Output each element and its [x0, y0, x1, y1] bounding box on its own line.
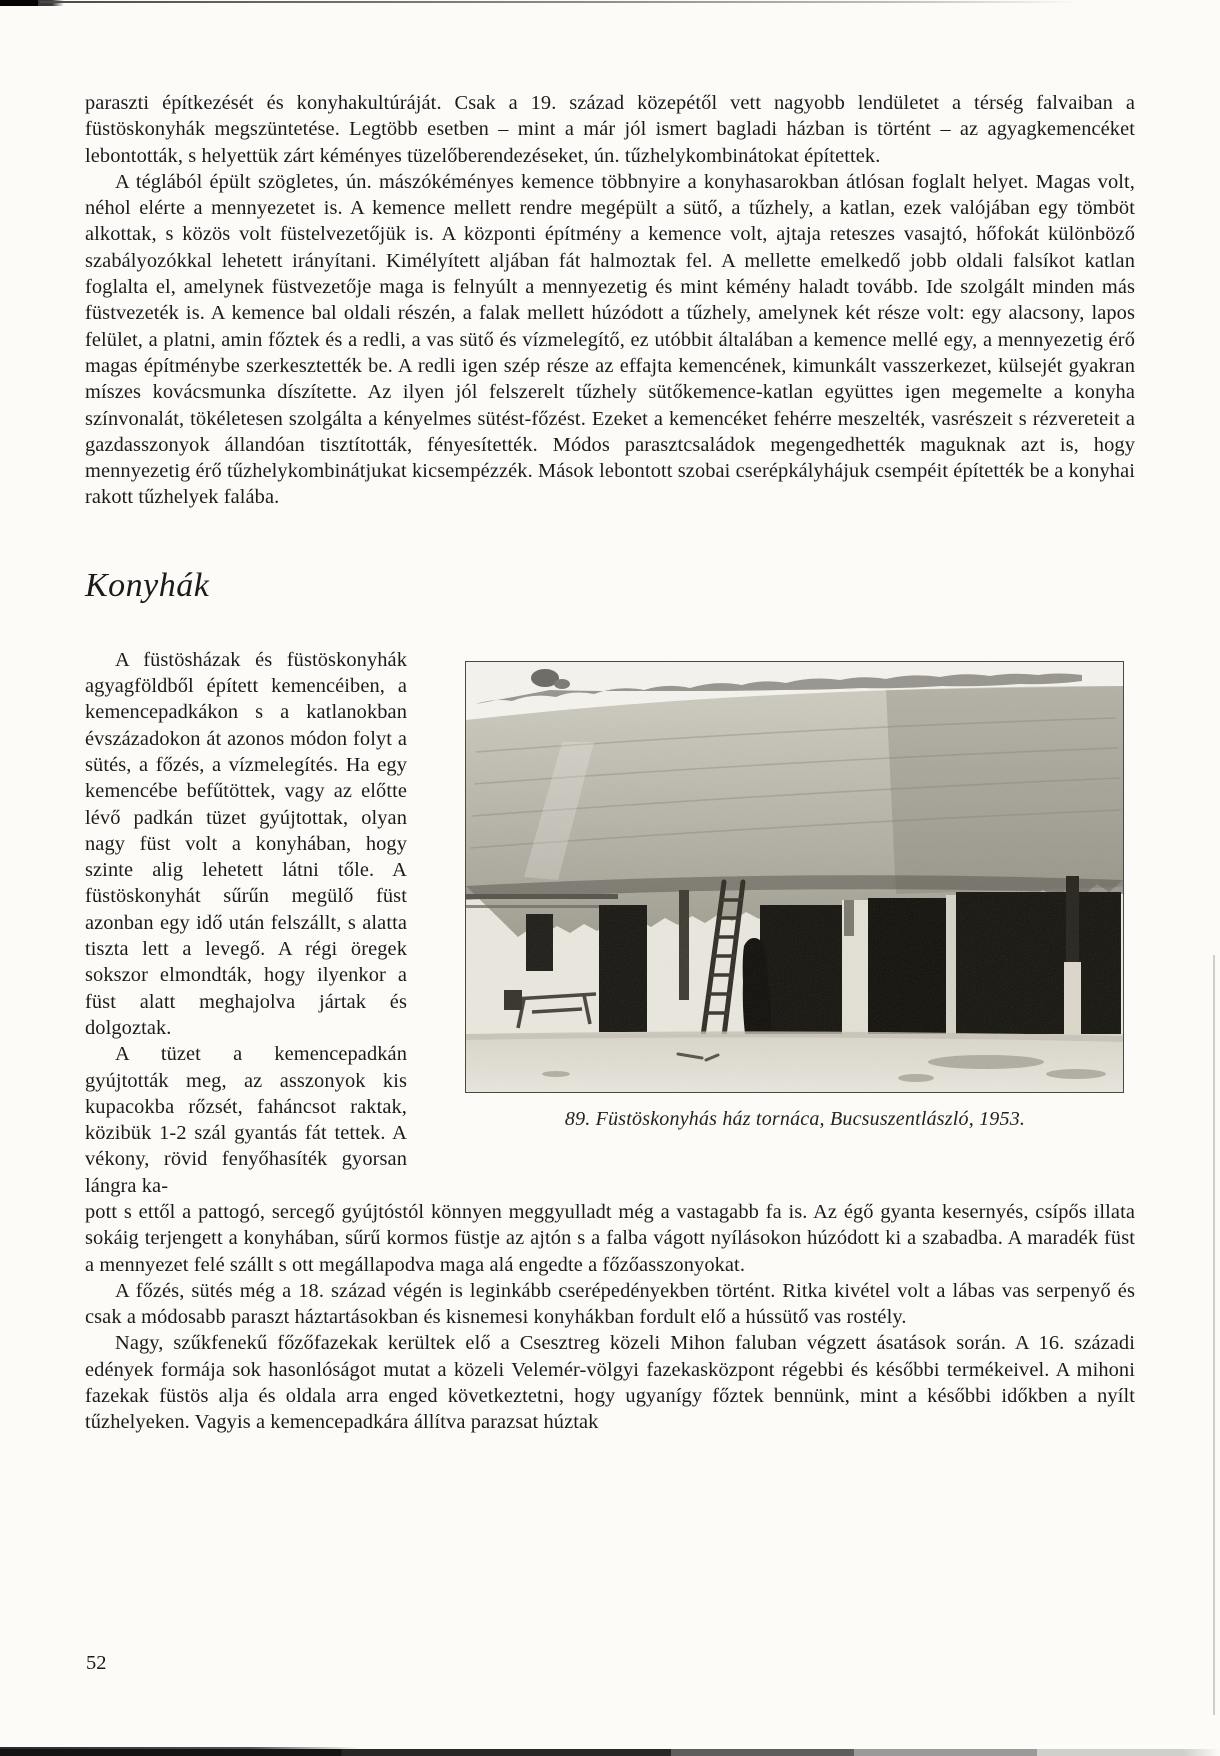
paragraph-column-1: A füstösházak és füstöskonyhák agyagföldből épített kemencéiben, a kemencepadkákon s a katlanokban évszázadokon át azonos módon folyt a sütés, a főzés, a vízmelegítés. Ha egy kemencébe befűtöttek, vagy az előtte lévő padkán tüzet gyújtottak, olyan nagy füst volt a konyhában, hogy szinte alig lehetett látni tőle. A füstöskonyhát sűrűn megülő füst azonban egy idő után felszállt, s alatta tiszta lett a levegő. A régi öregek sokszor elmondták, hogy ilyenkor a füst alatt meghajolva jártak és dolgoztak. [85, 648, 407, 1039]
paragraph-body-1: pott s ettől a pattogó, sercegő gyújtóstól könnyen meggyulladt még a vastagabb fa is. Az égő gyanta kesernyés, csípős illata sokáig terjengett a konyhában, sűrű kormos füstje az ajtón s a falba vágott nyílásokon húzódott ki a szabadba. A maradék füst a mennyezet felé szállt s ott megállapodva maga alá engedte a főzőasszonyokat. [85, 1200, 1135, 1276]
figure [465, 661, 1125, 1131]
paragraph-column-2: A tüzet a kemencepadkán gyújtották meg, az asszonyok kis kupacokba rőzsét, faháncsot raktak, közibük 1-2 szál gyantás fát tettek. A vékony, rövid fenyőhasíték gyorsan lángra ka- [85, 1043, 407, 1197]
paragraph-body-3: Nagy, szűkfenekű főzőfazekak kerültek elő a Csesztreg közeli Mihon faluban végzett ásatások során. A 16. századi edények formája sok hasonlóságot mutat a közeli Velemér-völgyi fazekasközpont régebbi és későbbi termékeivel. A mihoni fazekak füstös alja és oldala arra enged következtetni, hogy ugyanígy főztek bennünk, mint a későbbi időkben a nyílt tűzhelyeken. Vagyis a kemencepadkára állítva parazsat húztak [85, 1332, 1135, 1434]
paragraph-body-2: A főzés, sütés még a 18. század végén is leginkább cserépedényekben történt. Ritka kivétel volt a lábas vas serpenyő és csak a módosabb paraszt háztartásokban és kisnemesi konyhákban fordult elő a hússütő vas rostély. [85, 1279, 1135, 1329]
left-text-column [85, 647, 407, 1199]
two-column-section [85, 647, 1135, 1199]
text-block [85, 90, 1135, 1436]
scan-artifact-bottom [0, 1749, 1220, 1756]
photo-grain [466, 662, 1123, 1092]
paragraph-intro-2: A téglából épült szögletes, ún. mászókéményes kemence többnyire a konyhasarokban átlósan foglalt helyet. Magas volt, néhol elérte a mennyezetet is. A kemence mellett rendre megépült a sütő, a tűzhely, a katlan, ezek valójában egy tömböt alkottak, s közös volt füstelvezetőjük is. A központi építmény a kemence volt, ajtaja reteszes vasajtó, hőfokát különböző szabályozókkal lehetett irányítani. Kimélyített aljában fát halmoztak fel. A mellette emelkedő jobb oldali falsíkot katlan foglalta el, amelynek füstvezetője maga is felnyúlt a mennyezetig és mint kémény haladt tovább. Ide szolgált minden más füstvezeték is. A kemence bal oldali részén, a falak mellett húzódott a tűzhely, amelynek két része volt: egy alacsony, lapos felület, a platni, amin főztek és a redli, a vas sütő és vízmelegítő, ez utóbbit általában a kemence mellé egy, a mennyezetig érő magas építménybe szerkesztették be. A redli igen szép része az effajta kemencének, kimunkált vasszerkezet, külsejét gyakran míszes kovácsmunka díszítette. Az ilyen jól felszerelt tűzhely sütőkemence-katlan együttes igen megemelte a konyha színvonalát, tökéletesen szolgálta a kényelmes sütést-főzést. Ezeket a kemencéket fehérre meszelték, vasrészeit s rézvereteit a gazdasszonyok állandóan tisztították, fényesítették. Módos parasztcsaládok megengedhették maguknak azt is, hogy mennyezetig érő tűzhelykombinátjukat kicsempézzék. Mások lebontott szobai cserépkályhájuk csempéit építették be a konyhai rakott tűzhelyek falába. [85, 170, 1135, 509]
paragraph-intro-1: paraszti építkezését és konyhakultúráját. Csak a 19. század közepétől vett nagyobb lendületet a térség falvaiban a füstöskonyhák megszüntetése. Legtöbb esetben – mint a már jól ismert bagladi házban is történt – az agyagkemencéket lebontották, s helyettük zárt kéményes tüzelőberendezéseket, ún. tűzhelykombinátokat építettek. [85, 92, 1135, 167]
house-photo [465, 661, 1124, 1093]
figure-caption: 89. Füstöskonyhás ház tornáca, Bucsuszentlászló, 1953. [564, 1107, 1026, 1130]
scan-artifact-right-edge [1213, 955, 1215, 1715]
scan-artifact-top-line [40, 1, 1080, 3]
section-heading: Konyhák [85, 566, 210, 604]
page-number: 52 [86, 1652, 107, 1674]
house-photo-illustration [466, 662, 1123, 1092]
